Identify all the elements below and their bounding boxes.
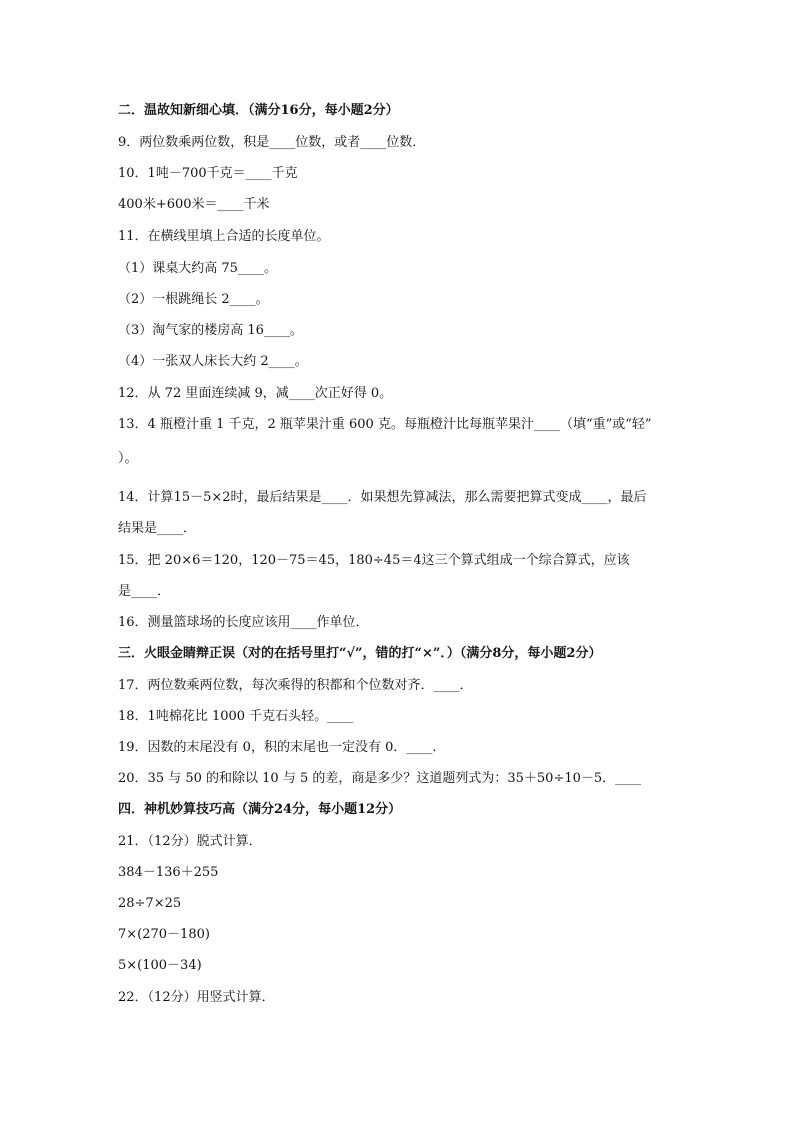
calc-3: 7×(270－180) bbox=[118, 927, 210, 942]
question-15b: 是____． bbox=[118, 584, 171, 599]
question-11: 11．在横线里填上合适的长度单位。 bbox=[118, 229, 330, 244]
question-11-4: （4）一张双人床长大约 2____。 bbox=[118, 354, 308, 369]
question-12: 12．从 72 里面连续减 9，减____次正好得 0。 bbox=[118, 386, 393, 401]
question-11-2: （2）一根跳绳长 2____。 bbox=[118, 292, 269, 307]
question-22: 22．（12分）用竖式计算． bbox=[118, 990, 275, 1005]
question-16: 16．测量篮球场的长度应该用____作单位． bbox=[118, 615, 369, 630]
question-11-1: （1）课桌大约高 75____。 bbox=[118, 261, 277, 276]
question-20: 20．35 与 50 的和除以 10 与 5 的差，商是多少？这道题列式为：35＋50÷10－5．____ bbox=[118, 771, 642, 786]
question-10b: 400米+600米＝____千米 bbox=[118, 197, 270, 212]
question-19: 19．因数的末尾没有 0，积的末尾也一定没有 0．____． bbox=[118, 740, 446, 755]
section-heading-4: 四．神机妙算技巧高（满分24分，每小题12分） bbox=[118, 802, 402, 817]
calc-4: 5×(100－34) bbox=[118, 958, 202, 973]
question-11-3: （3）淘气家的楼房高 16____。 bbox=[118, 323, 303, 338]
question-14b: 结果是____． bbox=[118, 521, 197, 536]
question-13b: ）。 bbox=[118, 451, 138, 466]
question-10a: 10．1吨－700千克＝____千克 bbox=[118, 166, 298, 181]
question-15a: 15．把 20×6＝120，120－75＝45，180÷45＝4这三个算式组成一个综合算式，应该 bbox=[118, 553, 630, 568]
calc-2: 28÷7×25 bbox=[118, 896, 182, 911]
question-13a: 13．4 瓶橙汁重 1 千克，2 瓶苹果汁重 600 克。每瓶橙汁比每瓶苹果汁____（填“重”或“轻” bbox=[118, 417, 652, 432]
question-14a: 14．计算15－5×2时，最后结果是____．如果想先算减法，那么需要把算式变成____，最后 bbox=[118, 490, 647, 505]
question-9: 9．两位数乘两位数，积是____位数，或者____位数． bbox=[118, 135, 426, 150]
section-heading-3: 三．火眼金睛辩正误（对的在括号里打“√”，错的打“×”．）（满分8分，每小题2分） bbox=[118, 646, 602, 661]
question-21: 21．（12分）脱式计算． bbox=[118, 834, 262, 849]
question-17: 17．两位数乘两位数，每次乘得的积都和个位数对齐．____． bbox=[118, 678, 473, 693]
section-heading-2: 二．温故知新细心填．（满分16分，每小题2分） bbox=[118, 103, 399, 118]
calc-1: 384－136＋255 bbox=[118, 865, 219, 880]
question-18: 18．1吨棉花比 1000 千克石头轻。____ bbox=[118, 709, 354, 724]
